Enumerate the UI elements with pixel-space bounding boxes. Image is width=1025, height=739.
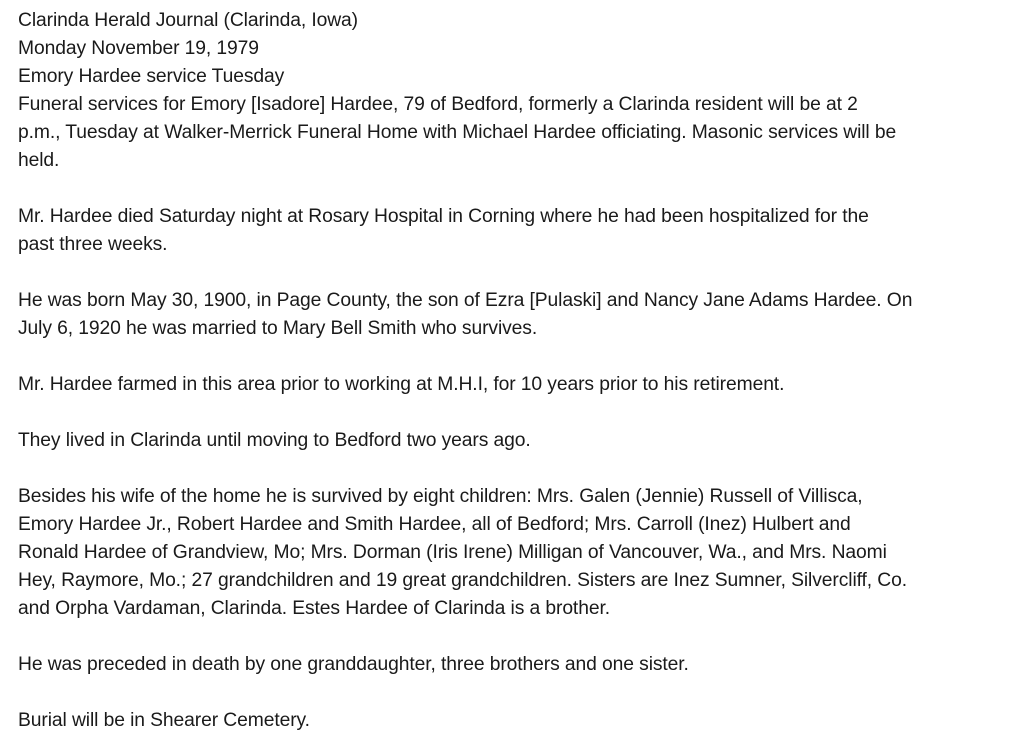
paragraph-line: Burial will be in Shearer Cemetery. <box>18 710 310 731</box>
newspaper-name: Clarinda Herald Journal (Clarinda, Iowa) <box>18 10 359 31</box>
paragraph-line: He was born May 30, 1900, in Page County, the son of Ezra [Pulaski] and Nancy Jane Adams Hardee. On <box>18 290 913 311</box>
paragraph-career <box>18 371 1008 399</box>
paragraph-line: Ronald Hardee of Grandview, Mo; Mrs. Dorman (Iris Irene) Milligan of Vancouver, Wa., and Mrs. Naomi <box>18 542 887 563</box>
paragraph-line: Mr. Hardee died Saturday night at Rosary Hospital in Corning where he had been hospitalized for the <box>18 206 869 227</box>
paragraph-survivors <box>18 483 1008 623</box>
paragraph-birth-marriage <box>18 287 1008 343</box>
paragraph-line: Mr. Hardee farmed in this area prior to working at M.H.I, for 10 years prior to his retirement. <box>18 374 785 395</box>
paragraph-line: Hey, Raymore, Mo.; 27 grandchildren and 19 great grandchildren. Sisters are Inez Sumner, Silvercliff, Co. <box>18 570 908 591</box>
article-header <box>18 7 1008 91</box>
paragraph-line: Besides his wife of the home he is survived by eight children: Mrs. Galen (Jennie) Russell of Villisca, <box>18 486 863 507</box>
obituary-document <box>18 7 1008 735</box>
paragraph-funeral-services <box>18 91 1008 175</box>
publication-date: Monday November 19, 1979 <box>18 38 259 59</box>
paragraph-line: They lived in Clarinda until moving to Bedford two years ago. <box>18 430 531 451</box>
headline: Emory Hardee service Tuesday <box>18 66 285 87</box>
paragraph-death <box>18 203 1008 259</box>
paragraph-line: and Orpha Vardaman, Clarinda. Estes Hardee of Clarinda is a brother. <box>18 598 610 619</box>
paragraph-line: p.m., Tuesday at Walker-Merrick Funeral Home with Michael Hardee officiating. Masonic services will be <box>18 122 897 143</box>
paragraph-line: July 6, 1920 he was married to Mary Bell Smith who survives. <box>18 318 538 339</box>
paragraph-line: Funeral services for Emory [Isadore] Hardee, 79 of Bedford, formerly a Clarinda resident will be at 2 <box>18 94 858 115</box>
paragraph-preceded <box>18 651 1008 679</box>
paragraph-line: He was preceded in death by one granddaughter, three brothers and one sister. <box>18 654 689 675</box>
paragraph-line: held. <box>18 150 60 171</box>
paragraph-line: Emory Hardee Jr., Robert Hardee and Smith Hardee, all of Bedford; Mrs. Carroll (Inez) Hulbert and <box>18 514 851 535</box>
paragraph-residence <box>18 427 1008 455</box>
paragraph-line: past three weeks. <box>18 234 168 255</box>
paragraph-burial <box>18 707 1008 735</box>
